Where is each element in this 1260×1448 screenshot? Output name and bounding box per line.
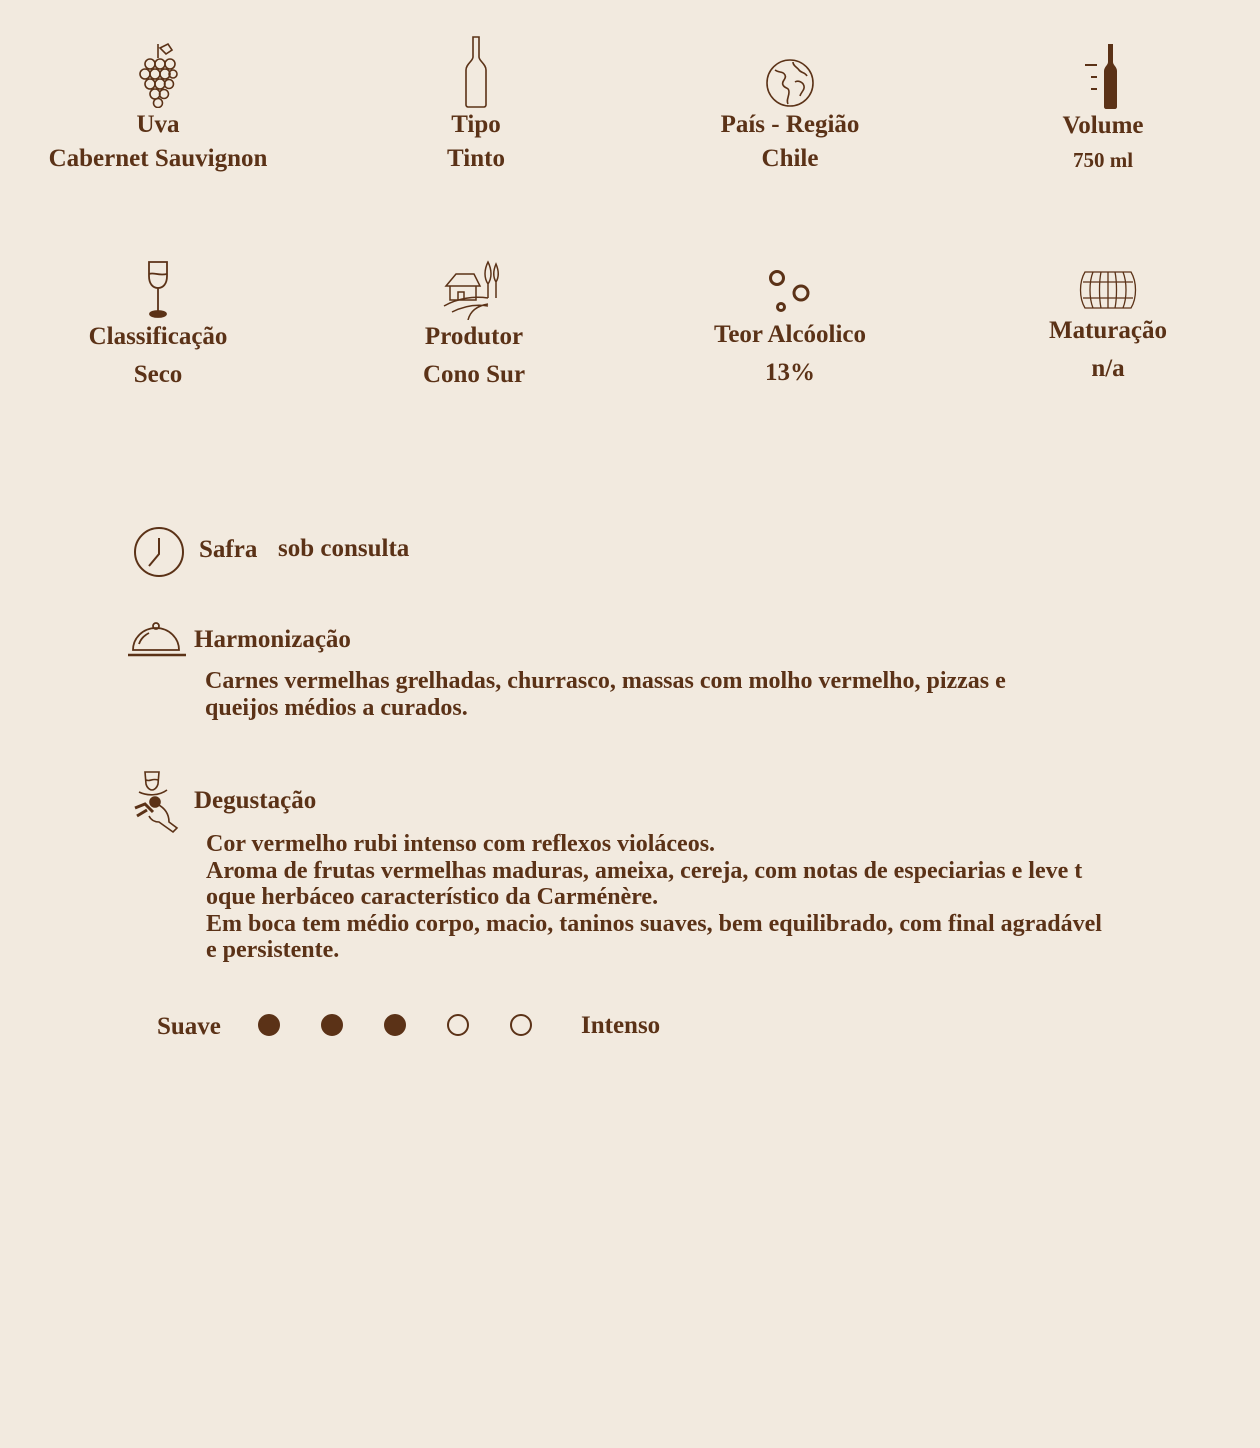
degustacao-text [206,831,1102,964]
text-line: Carnes vermelhas grelhadas, churrasco, massas com molho vermelho, pizzas e [205,668,1006,694]
spec-teor [640,268,940,390]
cloche-icon [127,620,187,658]
barrel-icon [1079,268,1137,312]
spec-value: n/a [1091,355,1125,382]
spec-value: Cabernet Sauvignon [48,145,268,172]
text-line: oque herbáceo característico da Carménère. [206,884,659,910]
safra-label: Safra [199,536,258,563]
spec-label: Maturação [1048,317,1168,344]
spec-value: Chile [761,145,819,172]
spec-label: Volume [1062,112,1144,139]
harmonizacao-title: Harmonização [194,626,351,653]
clock-icon [133,526,185,578]
winery-icon [442,260,506,320]
intensity-dot-filled [384,1014,406,1036]
spec-pais [640,58,940,176]
grapes-icon [136,42,180,108]
degustacao-title: Degustação [194,787,317,814]
spec-label: Tipo [451,111,501,138]
intensity-min-label: Suave [157,1013,221,1040]
tasting-icon [133,768,181,834]
safra-value: sob consulta [278,535,410,562]
bottle-volume-icon [1081,43,1125,109]
spec-maturacao [958,268,1258,386]
harmonizacao-text [205,668,1006,721]
intensity-dot-filled [321,1014,343,1036]
spec-uva [8,42,308,176]
spec-label: Uva [136,111,180,138]
spec-label: Classificação [88,323,228,350]
text-line: Cor vermelho rubi intenso com reflexos violáceos. [206,831,716,857]
spec-value: 750 ml [1072,148,1134,172]
text-line: Aroma de frutas vermelhas maduras, ameixa, cereja, com notas de especiarias e leve t [206,857,1083,884]
spec-value: 13% [765,359,815,386]
intensity-dot-filled [258,1014,280,1036]
spec-produtor [324,260,624,392]
spec-value: Tinto [447,145,505,172]
globe-icon [765,58,815,108]
spec-value: Seco [133,361,183,388]
spec-label: Teor Alcóolico [713,321,867,348]
text-line: queijos médios a curados. [205,694,468,721]
intensity-dot-empty [510,1014,532,1036]
spec-value: Cono Sur [422,361,526,388]
intensity-max-label: Intenso [581,1012,661,1039]
intensity-dot-empty [447,1014,469,1036]
text-line: Em boca tem médio corpo, macio, taninos suaves, bem equilibrado, com final agradável [206,910,1102,937]
spec-label: País - Região [720,111,860,138]
spec-label: Produtor [424,323,524,350]
spec-volume [953,43,1253,177]
spec-classificacao [8,260,308,392]
text-line: e persistente. [206,937,340,963]
bottle-icon [464,36,488,108]
wine-glass-icon [145,260,171,320]
bubbles-icon [765,268,815,316]
spec-tipo [326,36,626,176]
